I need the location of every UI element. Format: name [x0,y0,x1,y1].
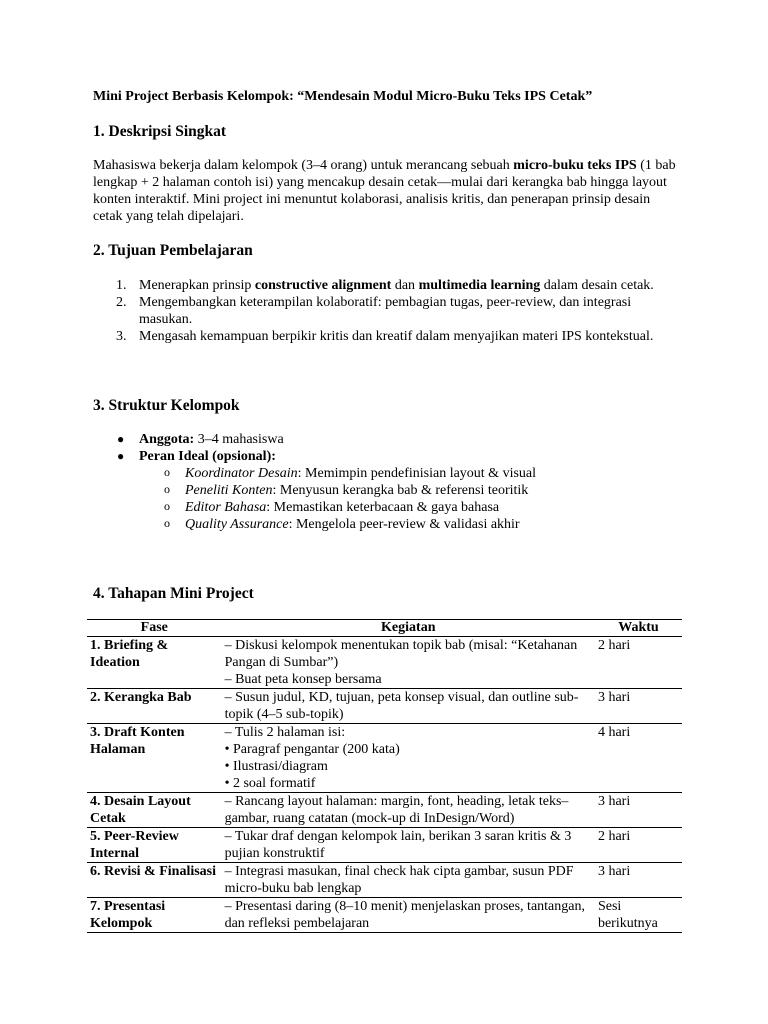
cell-waktu: 2 hari [595,637,682,689]
role-item [93,482,683,499]
role-desc: : Memastikan keterbacaan & gaya bahasa [266,500,500,515]
deskripsi-text-1: Mahasiswa bekerja dalam kelompok (3–4 orang) untuk merancang sebuah [93,158,514,173]
circle-bullet-icon: o [164,482,170,496]
cell-kegiatan [222,689,595,724]
cell-waktu: 3 hari [595,863,682,898]
role-desc: : Menyusun kerangka bab & referensi teoritik [272,483,529,498]
cell-kegiatan [222,724,595,793]
cell-kegiatan [222,637,595,689]
anggota-label: Anggota: [139,432,195,447]
section-heading-deskripsi: 1. Deskripsi Singkat [93,123,227,140]
tujuan-list [93,277,683,345]
cell-fase: 2. Kerangka Bab [87,689,222,724]
tujuan-text: dan [391,278,419,293]
kegiatan-line: – Presentasi daring (8–10 menit) menjelaskan proses, tantangan, dan refleksi pembelajaran [224,899,585,931]
tujuan-text: Mengasah kemampuan berpikir kritis dan kreatif dalam menyajikan materi IPS kontekstual. [139,329,654,344]
cell-waktu: Sesi berikutnya [595,898,682,933]
section-heading-struktur: 3. Struktur Kelompok [93,397,240,414]
kegiatan-line: – Rancang layout halaman: margin, font, heading, letak teks–gambar, ruang catatan (mock-up di InDesign/Word) [224,794,569,826]
cell-fase: 5. Peer-Review Internal [87,828,222,863]
bullet-icon: ● [117,432,125,446]
cell-waktu: 3 hari [595,793,682,828]
role-name: Editor Bahasa [185,500,267,515]
table-row [87,898,682,933]
peran-label: Peran Ideal (opsional): [139,449,276,464]
roles-list [93,465,683,533]
kegiatan-line: • Ilustrasi/diagram [224,759,328,774]
cell-waktu: 2 hari [595,828,682,863]
kegiatan-line: – Tukar draf dengan kelompok lain, berikan 3 saran kritis & 3 pujian konstruktif [224,829,572,861]
struktur-list [93,431,683,533]
table-row [87,724,682,793]
circle-bullet-icon: o [164,516,170,530]
table-row [87,689,682,724]
column-header-kegiatan: Kegiatan [222,620,595,637]
kegiatan-line: – Buat peta konsep bersama [224,672,382,687]
role-desc: : Memimpin pendefinisian layout & visual [297,466,537,481]
deskripsi-text-2: (1 bab lengkap + 2 halaman contoh isi) yang mencakup desain cetak—mulai dari kerangka bab hingga layout konten interaktif. Mini project ini menuntut kolaborasi, analisis kritis, dan penerapan prinsip desain cetak yang telah dipelajari. [93,158,676,224]
cell-kegiatan [222,898,595,933]
tujuan-bold-term: constructive alignment [254,278,392,293]
table-row [87,828,682,863]
kegiatan-line: – Diskusi kelompok menentukan topik bab (misal: “Ketahanan Pangan di Sumbar”) [224,638,578,670]
cell-fase: 1. Briefing & Ideation [87,637,222,689]
kegiatan-line: • 2 soal formatif [224,776,316,791]
document-title: Mini Project Berbasis Kelompok: “Mendesain Modul Micro-Buku Teks IPS Cetak” [93,89,593,104]
column-header-fase: Fase [87,620,222,637]
role-item [93,516,683,533]
role-desc: : Mengelola peer-review & validasi akhir [288,517,520,532]
cell-fase: 3. Draft Konten Halaman [87,724,222,793]
tahapan-table [87,619,682,933]
role-name: Quality Assurance [185,517,289,532]
tujuan-text: Mengembangkan keterampilan kolaboratif: pembagian tugas, peer-review, dan integrasi masukan. [139,295,632,327]
table-row [87,793,682,828]
table-row [87,637,682,689]
table-row [87,863,682,898]
role-item [93,499,683,516]
list-number: 1. [116,278,127,293]
table-header-row [87,620,682,637]
list-number: 3. [116,329,127,344]
list-item [93,448,683,533]
circle-bullet-icon: o [164,465,170,479]
role-name: Koordinator Desain [185,466,298,481]
cell-fase: 6. Revisi & Finalisasi [87,863,222,898]
tujuan-text: dalam desain cetak. [540,278,654,293]
column-header-waktu: Waktu [595,620,682,637]
deskripsi-paragraph [93,157,677,225]
cell-kegiatan [222,863,595,898]
tujuan-bold-term: multimedia learning [418,278,541,293]
circle-bullet-icon: o [164,499,170,513]
cell-waktu: 4 hari [595,724,682,793]
list-item [93,328,683,345]
anggota-value: 3–4 mahasiswa [194,432,284,447]
role-name: Peneliti Konten [185,483,273,498]
section-heading-tujuan: 2. Tujuan Pembelajaran [93,242,253,259]
deskripsi-bold-term: micro-buku teks IPS [513,158,637,173]
section-heading-tahapan: 4. Tahapan Mini Project [93,585,254,602]
kegiatan-line: • Paragraf pengantar (200 kata) [224,742,400,757]
list-item [93,294,683,328]
cell-kegiatan [222,793,595,828]
bullet-icon: ● [117,449,125,463]
cell-fase: 7. Presentasi Kelompok [87,898,222,933]
kegiatan-line: – Integrasi masukan, final check hak cipta gambar, susun PDF micro-buku bab lengkap [224,864,574,896]
list-item [93,277,683,294]
tujuan-text: Menerapkan prinsip [139,278,255,293]
cell-fase: 4. Desain Layout Cetak [87,793,222,828]
cell-waktu: 3 hari [595,689,682,724]
list-item [93,431,683,448]
role-item [93,465,683,482]
kegiatan-line: – Tulis 2 halaman isi: [224,725,346,740]
cell-kegiatan [222,828,595,863]
list-number: 2. [116,295,127,310]
kegiatan-line: – Susun judul, KD, tujuan, peta konsep visual, dan outline sub-topik (4–5 sub-topik) [224,690,579,722]
